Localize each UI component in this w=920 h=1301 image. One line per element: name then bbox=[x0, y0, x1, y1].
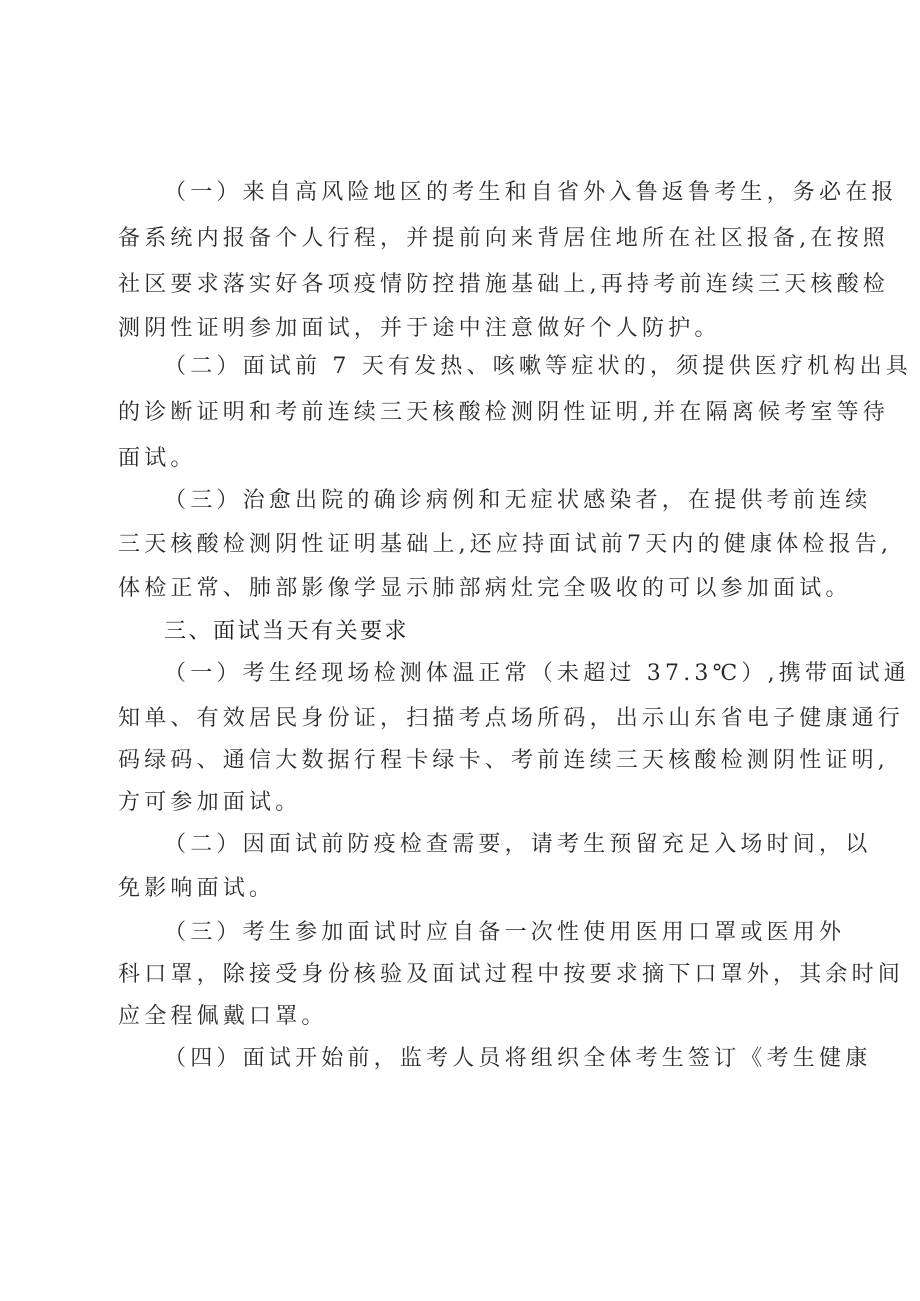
section-3-item-4-line-1: （四）面试开始前，监考人员将组织全体考生签订《考生健康 bbox=[164, 1046, 872, 1071]
paragraph-3-line-1: （三）治愈出院的确诊病例和无症状感染者，在提供考前连续 bbox=[164, 488, 872, 513]
paragraph-2-line-3: 面试。 bbox=[118, 446, 197, 471]
section-3-item-3-line-2: 科口罩，除接受身份核验及面试过程中按要求摘下口罩外，其余时间 bbox=[118, 962, 905, 987]
section-3-item-1-line-2: 知单、有效居民身份证，扫描考点场所码，出示山东省电子健康通行 bbox=[118, 706, 905, 731]
section-3-item-3-line-1: （三）考生参加面试时应自备一次性使用医用口罩或医用外 bbox=[164, 920, 846, 945]
paragraph-2-line-2: 的诊断证明和考前连续三天核酸检测阴性证明,并在隔离候考室等待 bbox=[118, 400, 889, 425]
section-3-item-2-line-2: 免影响面试。 bbox=[118, 876, 276, 901]
paragraph-1-line-2: 备系统内报备个人行程，并提前向来背居住地所在社区报备,在按照 bbox=[118, 226, 889, 251]
section-3-heading: 三、面试当天有关要求 bbox=[164, 619, 410, 644]
section-3-item-1-line-3: 码绿码、通信大数据行程卡绿卡、考前连续三天核酸检测阴性证明, bbox=[118, 748, 889, 773]
paragraph-2-line-1: （二）面试前 7 天有发热、咳嗽等症状的，须提供医疗机构出具 bbox=[164, 354, 912, 379]
section-3-item-2-line-1: （二）因面试前防疫检查需要，请考生预留充足入场时间，以 bbox=[164, 832, 872, 857]
paragraph-1-line-4: 测阴性证明参加面试，并于途中注意做好个人防护。 bbox=[118, 316, 721, 341]
section-3-item-1-line-4: 方可参加面试。 bbox=[118, 790, 302, 815]
section-3-item-1-line-1: （一）考生经现场检测体温正常（未超过 37.3℃）,携带面试通 bbox=[164, 661, 910, 686]
paragraph-1-line-1: （一）来自高风险地区的考生和自省外入鲁返鲁考生，务必在报 bbox=[164, 180, 898, 205]
section-3-item-3-line-3: 应全程佩戴口罩。 bbox=[118, 1004, 328, 1029]
paragraph-3-line-2: 三天核酸检测阴性证明基础上,还应持面试前7天内的健康体检报告, bbox=[118, 532, 893, 557]
paragraph-3-line-3: 体检正常、肺部影像学显示肺部病灶完全吸收的可以参加面试。 bbox=[118, 576, 852, 601]
paragraph-1-line-3: 社区要求落实好各项疫情防控措施基础上,再持考前连续三天核酸检 bbox=[118, 272, 889, 297]
